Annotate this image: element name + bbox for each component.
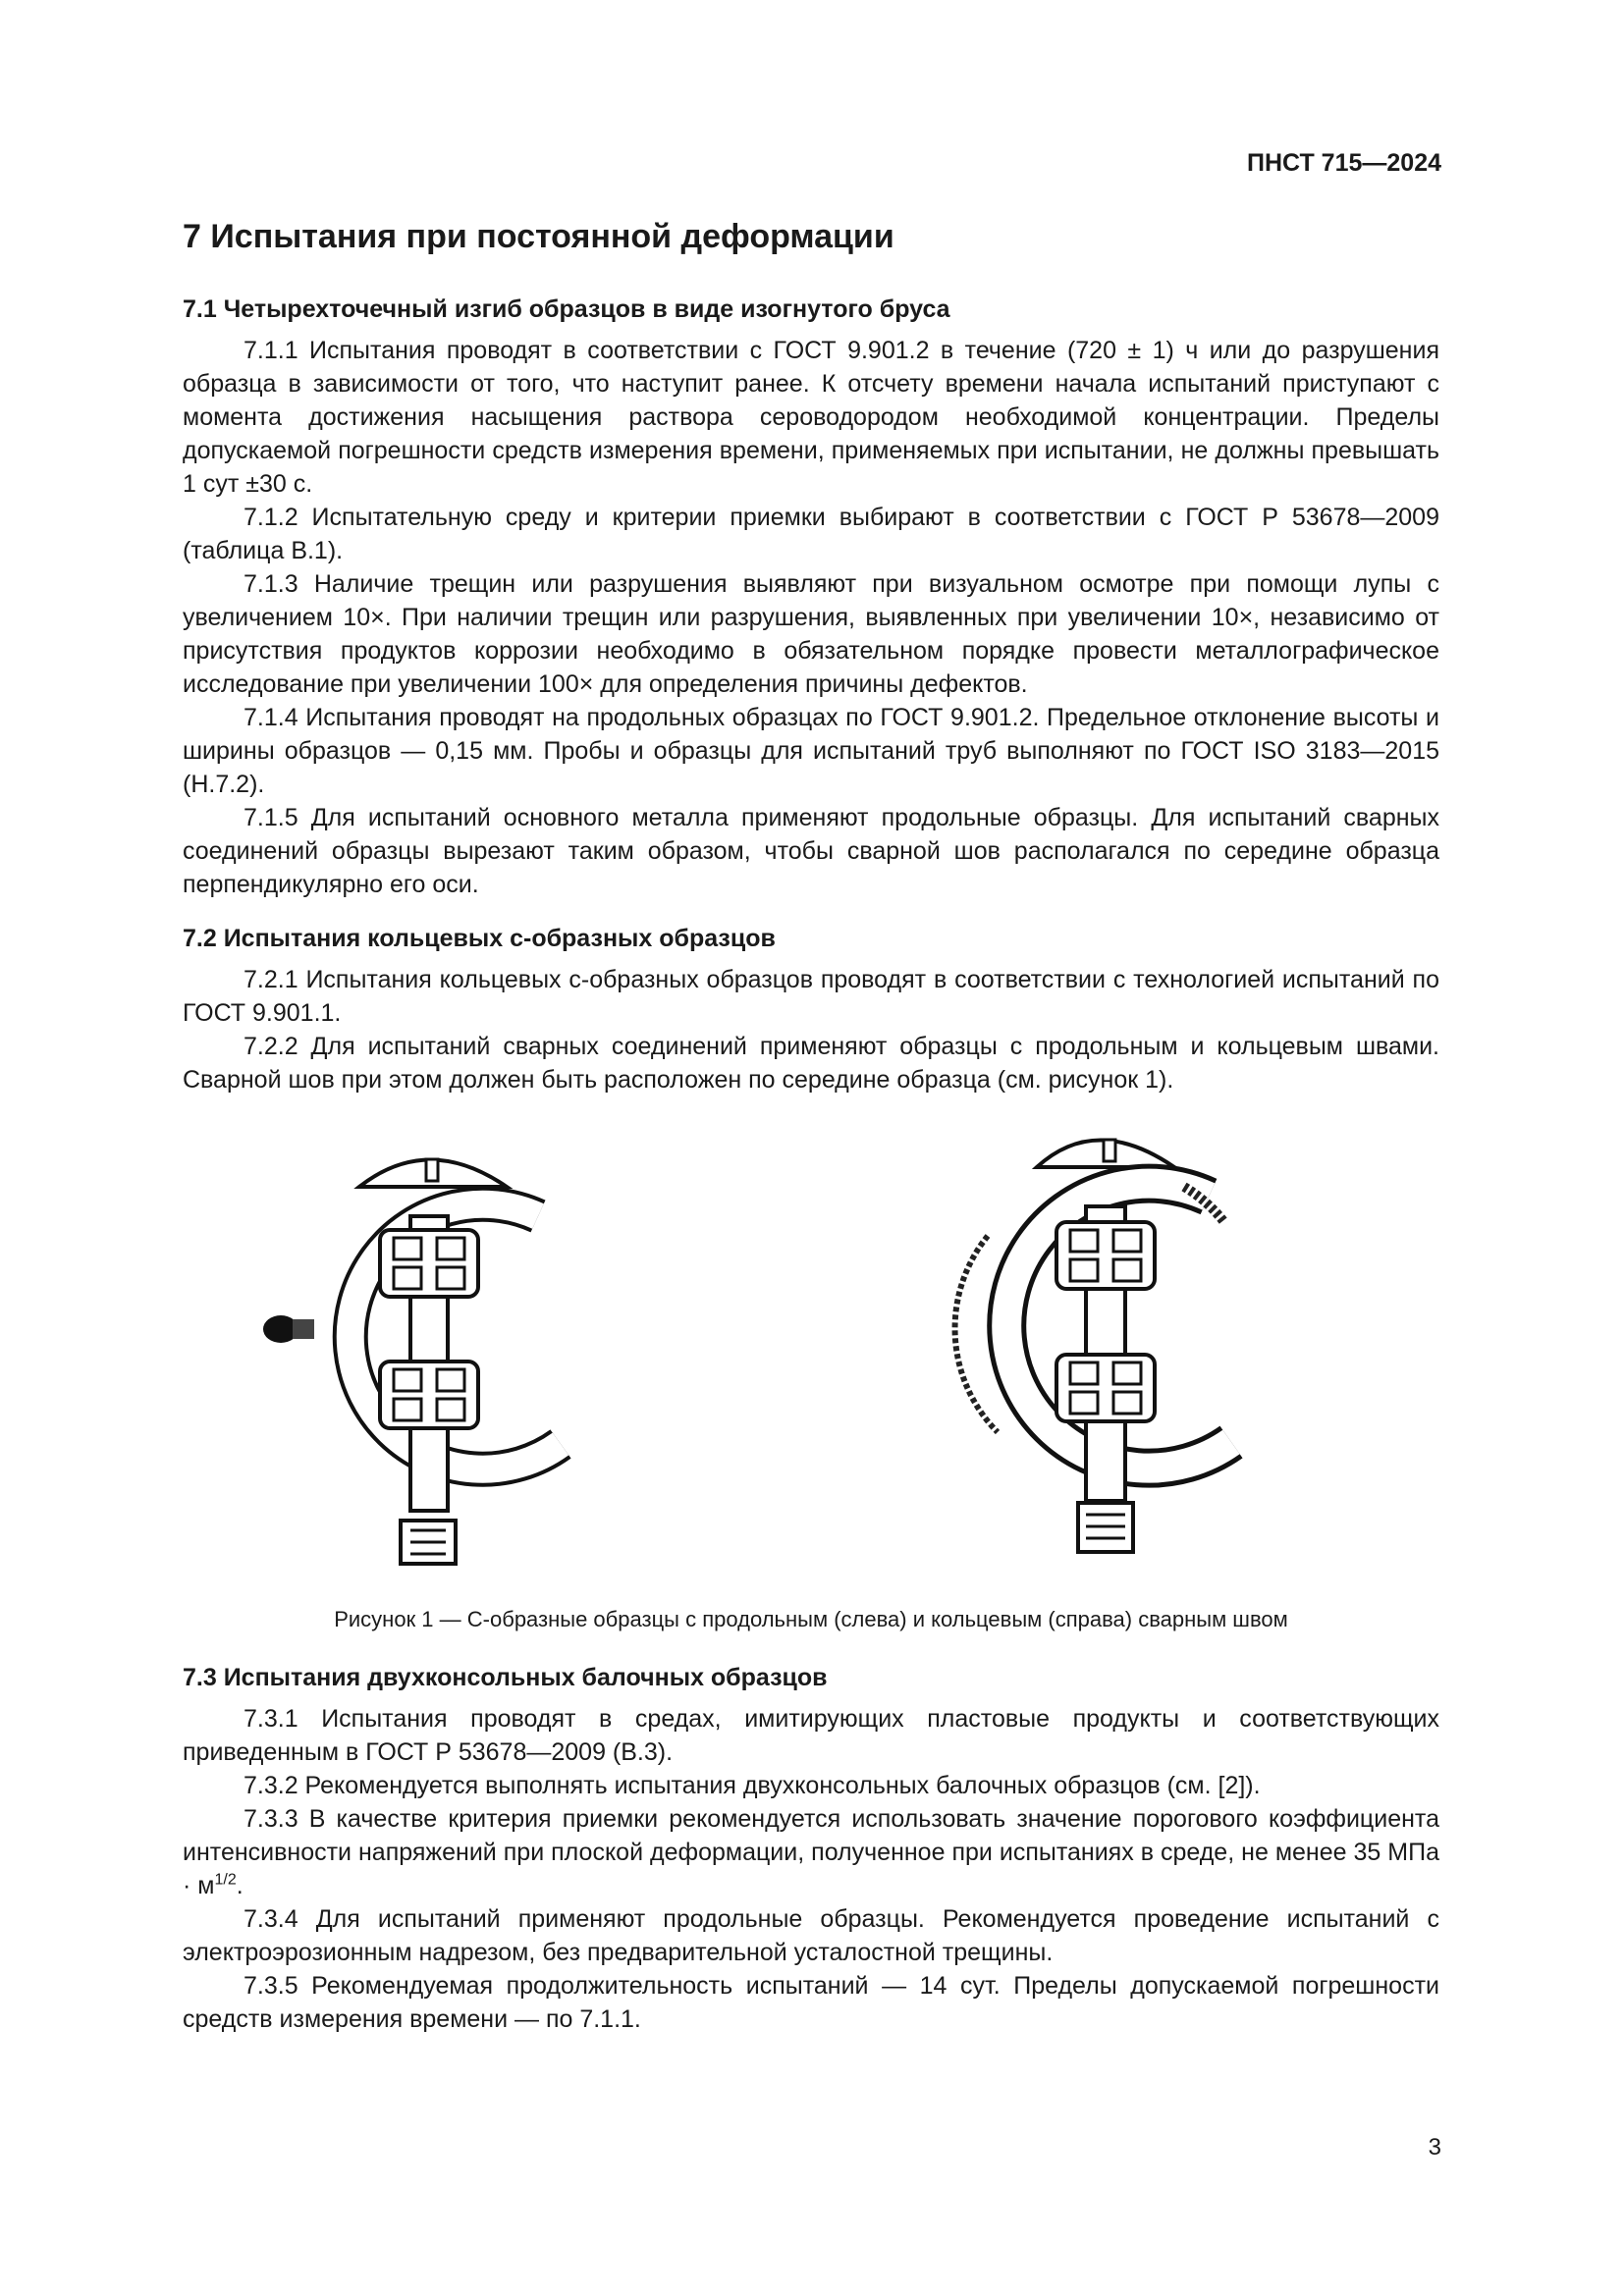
subsection-title-7-3: 7.3 Испытания двухконсольных балочных образцов bbox=[183, 1664, 828, 1691]
unit-exponent: 1/2 bbox=[214, 1871, 237, 1889]
page-content bbox=[183, 218, 1439, 2036]
subsection-title-7-1: 7.1 Четырехточечный изгиб образцов в виде изогнутого бруса bbox=[183, 295, 950, 323]
document-code: ПНСТ 715—2024 bbox=[1247, 149, 1441, 177]
c-ring-specimens-drawing bbox=[183, 1118, 1439, 1589]
paragraph-7-3-1: 7.3.1 Испытания проводят в средах, имитирующих пластовые продукты и соответствующих приведенным в ГОСТ Р 53678—2009 (В.3). bbox=[183, 1705, 1439, 1766]
paragraph-7-1-3: 7.1.3 Наличие трещин или разрушения выявляют при визуальном осмотре при помощи лупы с увеличением 10×. При наличии трещин или разрушения, выявленных при увеличении 10×, независимо от присутствия продуктов коррозии необходимо в обязательном порядке провести металлографическое исследование при увеличении 100× для определения причины дефектов. bbox=[183, 570, 1439, 698]
paragraph-7-3-3-tail: . bbox=[236, 1872, 244, 1899]
paragraph-7-1-1: 7.1.1 Испытания проводят в соответствии с ГОСТ 9.901.2 в течение (720 ± 1) ч или до разрушения образца в зависимости от того, что наступит ранее. К отсчету времени начала испытаний приступают с момента достижения насыщения раствора сероводородом необходимой концентрации. Пределы допускаемой погрешности средств измерения времени, применяемых при испытании, не должны превышать 1 сут ±30 с. bbox=[183, 337, 1439, 498]
right-c-ring-specimen bbox=[955, 1140, 1231, 1552]
paragraph-7-1-2: 7.1.2 Испытательную среду и критерии приемки выбирают в соответствии с ГОСТ Р 53678—2009 (таблица В.1). bbox=[183, 504, 1439, 564]
paragraph-7-2-2: 7.2.2 Для испытаний сварных соединений применяют образцы с продольным и кольцевым швами. Сварной шов при этом должен быть расположен по середине образца (см. рисунок 1). bbox=[183, 1033, 1439, 1094]
paragraph-7-3-4: 7.3.4 Для испытаний применяют продольные образцы. Рекомендуется проведение испытаний с электроэрозионным надрезом, без предварительной усталостной трещины. bbox=[183, 1905, 1439, 1966]
figure-1 bbox=[183, 1118, 1439, 1589]
paragraph-7-3-5: 7.3.5 Рекомендуемая продолжительность испытаний — 14 сут. Пределы допускаемой погрешности средств измерения времени — по 7.1.1. bbox=[183, 1972, 1439, 2033]
paragraph-7-1-4: 7.1.4 Испытания проводят на продольных образцах по ГОСТ 9.901.2. Предельное отклонение высоты и ширины образцов — 0,15 мм. Пробы и образцы для испытаний труб выполняют по ГОСТ ISO 3183—2015 (Н.7.2). bbox=[183, 704, 1439, 798]
left-c-ring-specimen bbox=[263, 1159, 561, 1564]
paragraph-7-2-1: 7.2.1 Испытания кольцевых с-образных образцов проводят в соответствии с технологией испытаний по ГОСТ 9.901.1. bbox=[183, 966, 1439, 1027]
paragraph-7-3-3-text: 7.3.3 В качестве критерия приемки рекомендуется использовать значение порогового коэффициента интенсивности напряжений при плоской деформации, полученное при испытаниях в среде, не менее 35 МПа · м bbox=[183, 1805, 1439, 1899]
paragraph-7-3-2: 7.3.2 Рекомендуется выполнять испытания двухконсольных балочных образцов (см. [2]). bbox=[244, 1772, 1261, 1799]
section-title: 7 Испытания при постоянной деформации bbox=[183, 218, 894, 255]
page-number: 3 bbox=[1428, 2134, 1441, 2161]
paragraph-7-1-5: 7.1.5 Для испытаний основного металла применяют продольные образцы. Для испытаний сварных соединений образцы вырезают таким образом, чтобы сварной шов располагался по середине образца перпендикулярно его оси. bbox=[183, 804, 1439, 898]
paragraph-7-3-3 bbox=[183, 1802, 1439, 1902]
figure-1-caption: Рисунок 1 — С-образные образцы с продольным (слева) и кольцевым (справа) сварным швом bbox=[334, 1607, 1288, 1631]
subsection-title-7-2: 7.2 Испытания кольцевых с-образных образцов bbox=[183, 925, 776, 952]
